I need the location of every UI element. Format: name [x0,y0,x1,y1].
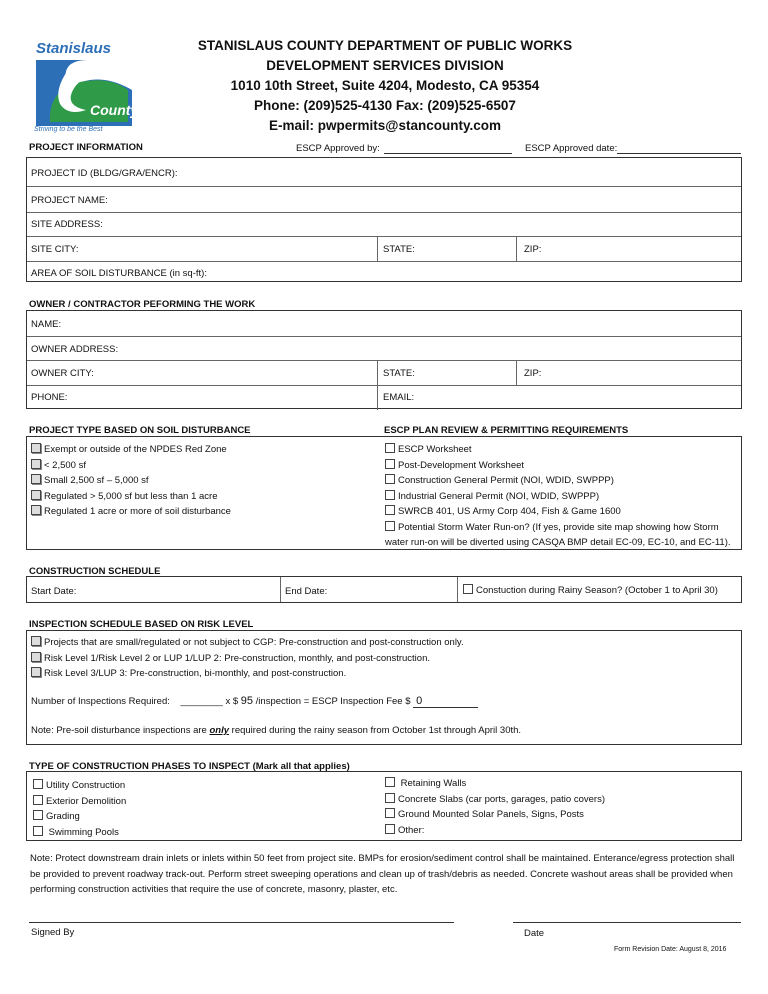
checkbox-icon[interactable] [385,443,395,453]
phase-option[interactable]: Concrete Slabs (car ports, garages, patio covers) [385,792,605,808]
project-info-box [26,157,742,282]
county-logo [28,30,148,136]
logo-top-text: Stanislaus [36,40,112,57]
logo-bottom-text: County [90,102,139,118]
inspection-count-label: Number of Inspections Required: [31,696,170,707]
checkbox-icon[interactable] [31,636,41,646]
site-city-label: SITE CITY: [31,244,79,255]
inspection-box [26,630,742,745]
inspection-title: INSPECTION SCHEDULE BASED ON RISK LEVEL [29,619,254,630]
checkbox-icon[interactable] [385,459,395,469]
owner-title: OWNER / CONTRACTOR PEFORMING THE WORK [29,299,256,310]
rainy-season-option[interactable]: Constuction during Rainy Season? (October 1 to April 30) [463,584,718,596]
checkbox-icon[interactable] [31,652,41,662]
form-revision-date: Form Revision Date: August 8, 2016 [614,946,727,953]
site-zip-label: ZIP: [524,244,542,255]
escp-option[interactable]: Construction General Permit (NOI, WDID, SWPPP) [385,473,731,489]
inspection-note: Note: Pre-soil disturbance inspections are only required during the rainy season from October 1st through April 30th. [31,725,522,736]
checkbox-icon[interactable] [31,443,41,453]
project-type-option[interactable]: Regulated 1 acre or more of soil disturbance [31,504,231,520]
header-block [170,36,600,136]
owner-address-label: OWNER ADDRESS: [31,344,119,355]
owner-box [26,310,742,409]
escp-approved-by-label: ESCP Approved by: [296,143,380,154]
inspection-list [31,635,464,682]
header-line-4: Phone: (209)525-4130 Fax: (209)525-6507 [254,98,516,113]
footer-note: Note: Protect downstream drain inlets or inlets within 50 feet from project site. BMPs for erosion/sediment control shall be maintained. Enterance/egress protection shall be provided to prevent roadway track-out. Perform street sweeping operations and clean up of trash/debris as needed. Concrete washout areas shall be provided when performing construction activities that require the use of concrete, masonry, plaster, etc. [30,853,735,895]
inspection-rate: 95 [240,695,254,707]
owner-city-row [27,360,741,386]
escp-list [385,442,731,551]
escp-continuation: water run-on will be diverted using CASQA BMP detail EC-09, EC-10, and EC-11). [385,537,731,548]
project-name-label: PROJECT NAME: [31,195,108,206]
owner-email-label: EMAIL: [383,392,415,403]
escp-approved-date-field[interactable] [617,153,741,154]
inspection-fee-field[interactable]: 0 [413,696,478,708]
site-state-label: STATE: [383,244,415,255]
project-info-title: PROJECT INFORMATION [29,142,143,153]
escp-option[interactable]: Post-Development Worksheet [385,458,731,474]
phases-title: TYPE OF CONSTRUCTION PHASES TO INSPECT (Mark all that applies) [29,761,350,772]
end-date-label: End Date: [285,586,328,597]
site-city-row [27,236,741,262]
escp-approved-date-label: ESCP Approved date: [525,143,618,154]
checkbox-icon[interactable] [463,584,473,594]
checkbox-icon[interactable] [31,474,41,484]
logo-tagline: Striving to be the Best [34,126,103,133]
phase-option[interactable]: Utility Construction [33,778,126,794]
checkbox-icon[interactable] [385,824,395,834]
phase-option[interactable]: Swimming Pools [33,825,126,841]
project-id-label: PROJECT ID (BLDG/GRA/ENCR): [31,168,178,179]
inspection-count-field[interactable]: ________ [180,696,223,707]
owner-phone-label: PHONE: [31,392,68,403]
escp-option[interactable]: ESCP Worksheet [385,442,731,458]
inspection-option[interactable]: Projects that are small/regulated or not subject to CGP: Pre-construction and post-construction only. [31,635,464,651]
checkbox-icon[interactable] [31,505,41,515]
escp-option[interactable]: SWRCB 401, US Army Corp 404, Fish & Game 1600 [385,504,731,520]
project-type-option[interactable]: < 2,500 sf [31,458,231,474]
project-type-option[interactable]: Small 2,500 sf – 5,000 sf [31,473,231,489]
project-type-list [31,442,231,520]
schedule-box [26,576,742,603]
checkbox-icon[interactable] [31,490,41,500]
phase-option[interactable]: Exterior Demolition [33,794,126,810]
phase-option[interactable]: Grading [33,809,126,825]
site-address-label: SITE ADDRESS: [31,219,103,230]
checkbox-icon[interactable] [33,826,43,836]
checkbox-icon[interactable] [33,779,43,789]
phase-option[interactable]: Ground Mounted Solar Panels, Signs, Posts [385,807,605,823]
header-line-2: DEVELOPMENT SERVICES DIVISION [266,58,504,73]
owner-name-row[interactable] [27,311,741,337]
phases-left-list [33,778,126,840]
owner-name-label: NAME: [31,319,62,330]
start-date-field[interactable] [280,577,281,602]
checkbox-icon[interactable] [385,777,395,787]
header-line-1: STANISLAUS COUNTY DEPARTMENT OF PUBLIC WORKS [197,38,573,53]
checkbox-icon[interactable] [31,459,41,469]
owner-address-row[interactable] [27,336,741,361]
checkbox-icon[interactable] [33,810,43,820]
schedule-title: CONSTRUCTION SCHEDULE [29,566,161,577]
header-line-5: E-mail: pwpermits@stancounty.com [269,118,501,133]
checkbox-icon[interactable] [31,667,41,677]
owner-state-label: STATE: [383,368,415,379]
inspection-fee-line [31,695,478,708]
project-name-row[interactable] [27,186,741,213]
inspection-option[interactable]: Risk Level 3/LUP 3: Pre-construction, bi-monthly, and post-construction. [31,666,464,682]
checkbox-icon[interactable] [385,474,395,484]
signature-field[interactable] [29,922,454,923]
owner-phone-row [27,385,741,410]
phases-right-list [385,776,605,838]
checkbox-icon[interactable] [33,795,43,805]
checkbox-icon[interactable] [385,505,395,515]
escp-title: ESCP PLAN REVIEW & PERMITTING REQUIREMENTS [384,425,629,436]
checkbox-icon[interactable] [385,793,395,803]
inspection-option[interactable]: Risk Level 1/Risk Level 2 or LUP 1/LUP 2: Pre-construction, monthly, and post-construction. [31,651,464,667]
owner-city-label: OWNER CITY: [31,368,94,379]
owner-zip-label: ZIP: [524,368,542,379]
times-label: x $ [225,696,239,707]
project-type-box [26,436,742,550]
site-address-row[interactable] [27,212,741,237]
escp-option[interactable]: Industrial General Permit (NOI, WDID, SWPPP) [385,489,731,505]
project-id-row[interactable] [27,158,741,187]
phase-option[interactable]: Retaining Walls [385,776,605,792]
escp-approved-by-field[interactable] [384,153,512,154]
phases-box [26,771,742,841]
signed-by-label: Signed By [31,927,75,938]
phase-option[interactable]: Other: [385,823,605,839]
soil-area-row[interactable] [27,261,741,283]
start-date-label: Start Date: [31,586,77,597]
checkbox-icon[interactable] [385,808,395,818]
project-type-option[interactable]: Exempt or outside of the NPDES Red Zone [31,442,231,458]
date-field[interactable] [513,922,741,923]
project-type-option[interactable]: Regulated > 5,000 sf but less than 1 acre [31,489,231,505]
soil-area-label: AREA OF SOIL DISTURBANCE (in sq-ft): [31,268,207,279]
header-line-3: 1010 10th Street, Suite 4204, Modesto, CA 95354 [230,78,540,93]
date-label: Date [524,928,545,939]
per-inspection-label: /inspection = ESCP Inspection Fee $ [255,696,411,707]
project-type-title: PROJECT TYPE BASED ON SOIL DISTURBANCE [29,425,251,436]
escp-option[interactable]: Potential Storm Water Run-on? (If yes, provide site map showing how Storm [385,520,731,536]
checkbox-icon[interactable] [385,521,395,531]
checkbox-icon[interactable] [385,490,395,500]
